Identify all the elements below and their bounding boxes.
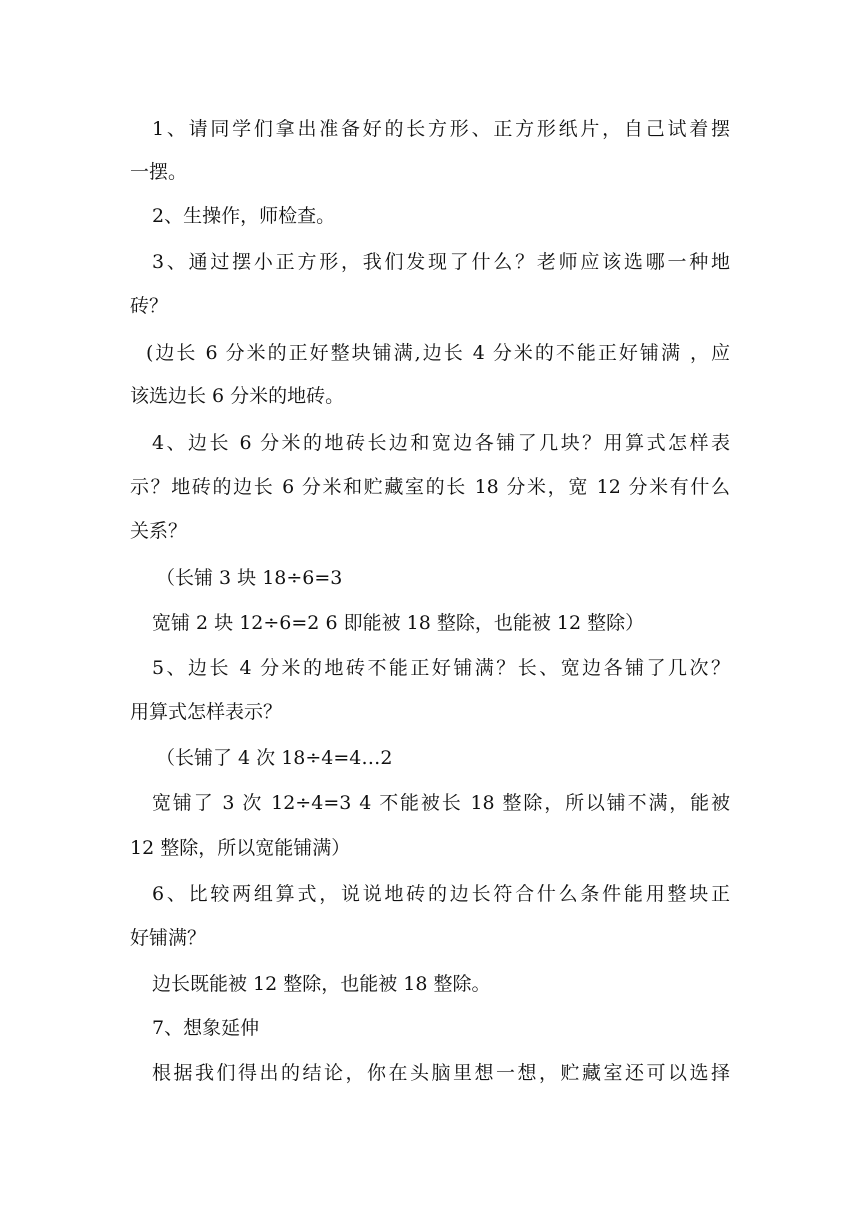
text-line: 砖？ <box>130 295 169 317</box>
text-line: (边长 6 分米的正好整块铺满,边长 4 分米的不能正好铺满 ，应 <box>146 342 730 364</box>
text-line: 宽铺了 3 次 12÷4=3 4 不能被长 18 整除，所以铺不满，能被 <box>152 792 730 814</box>
text-line: 12 整除，所以宽能铺满） <box>130 837 351 859</box>
text-line: 4、边长 6 分米的地砖长边和宽边各铺了几块？用算式怎样表 <box>152 432 730 454</box>
text-line: （长铺了 4 次 18÷4=4…2 <box>156 747 393 769</box>
text-line: 5、边长 4 分米的地砖不能正好铺满？长、宽边各铺了几次？ <box>152 657 730 679</box>
text-line: 1、请同学们拿出准备好的长方形、正方形纸片，自己试着摆 <box>152 118 730 140</box>
text-line: 7、想象延伸 <box>152 1017 260 1039</box>
text-line: 3、通过摆小正方形，我们发现了什么？老师应该选哪一种地 <box>152 251 730 273</box>
text-line: 根据我们得出的结论，你在头脑里想一想，贮藏室还可以选择 <box>152 1062 730 1084</box>
text-line: 6、比较两组算式，说说地砖的边长符合什么条件能用整块正 <box>152 883 730 905</box>
text-line: 示？地砖的边长 6 分米和贮藏室的长 18 分米，宽 12 分米有什么 <box>130 476 730 498</box>
text-line: （长铺 3 块 18÷6=3 <box>156 567 343 589</box>
text-line: 好铺满？ <box>130 927 207 949</box>
text-line: 边长既能被 12 整除，也能被 18 整除。 <box>152 973 491 995</box>
text-line: 用算式怎样表示？ <box>130 701 283 723</box>
text-line: 宽铺 2 块 12÷6=2 6 即能被 18 整除，也能被 12 整除） <box>152 612 645 634</box>
text-line: 2、生操作，师检查。 <box>152 205 336 227</box>
text-line: 该选边长 6 分米的地砖。 <box>130 385 345 407</box>
text-line: 关系？ <box>130 520 188 542</box>
text-line: 一摆。 <box>130 161 188 183</box>
